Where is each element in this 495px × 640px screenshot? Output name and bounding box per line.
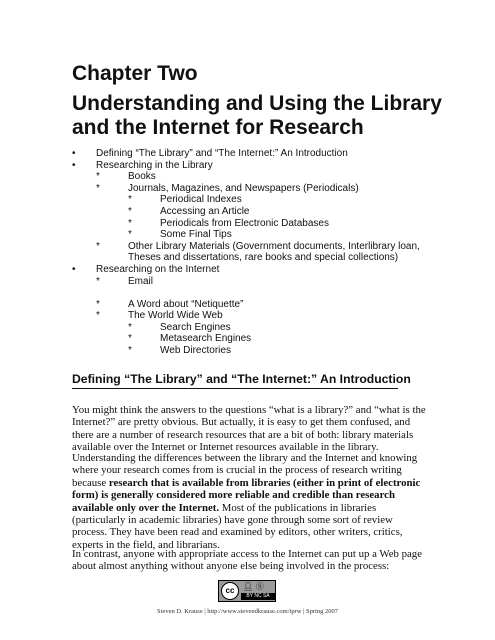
- paragraph-differences: [72, 452, 428, 551]
- toc-item-label: Researching in the Library: [96, 159, 213, 171]
- toc-item-label: A Word about “Netiquette”: [128, 298, 244, 310]
- toc-item: [0, 333, 495, 345]
- toc-item-label: Search Engines: [160, 321, 231, 333]
- bullet-icon: •: [72, 159, 76, 171]
- toc-item-label: Other Library Materials (Government documents, Interlibrary loan,: [128, 240, 420, 252]
- bullet-icon: •: [72, 148, 76, 159]
- asterisk-marker: *: [96, 298, 100, 310]
- asterisk-marker: *: [128, 205, 132, 217]
- paragraph-text: Most of the publications in libraries (particularly in academic libraries) have gone through some sort of review process. They have been read and examined by editors, other writers, critics, experts in the field, and librarians.: [72, 501, 403, 551]
- toc-item: [0, 160, 495, 172]
- toc-item: [0, 194, 495, 206]
- asterisk-marker: *: [128, 333, 132, 345]
- toc-item-label: Books: [128, 171, 156, 183]
- paragraph-intro: You might think the answers to the questions “what is a library?” and “what is the Internet?” are pretty obvious. But actually, it is easy to get them confused, and there are a number of research resources that are a bit of both: library materials available over the Internet or Internet resources available in the library.: [72, 404, 426, 454]
- chapter-contents-list: [0, 148, 495, 357]
- license-badge: [218, 580, 276, 602]
- toc-item: [0, 310, 495, 322]
- section-heading: Defining “The Library” and “The Internet:” An Introduction: [72, 372, 398, 389]
- toc-item: [0, 229, 495, 241]
- toc-item: [0, 264, 495, 276]
- toc-item: [0, 206, 495, 218]
- asterisk-marker: *: [96, 310, 100, 322]
- asterisk-marker: *: [128, 194, 132, 206]
- toc-item: [0, 299, 495, 311]
- chapter-title: Chapter Two: [72, 62, 198, 85]
- asterisk-marker: *: [96, 275, 100, 287]
- toc-item: [0, 322, 495, 334]
- asterisk-marker: *: [96, 182, 100, 194]
- license-label: BY NC SA: [241, 593, 275, 600]
- emphasized-text: research that is available from libraries (either in print of electronic form) is generally considered more reliable and credible than research available only over the Internet.: [72, 476, 421, 514]
- toc-item: [0, 241, 495, 253]
- asterisk-marker: *: [96, 240, 100, 252]
- paragraph-text: Understanding the differences between the library and the Internet and knowing where your research comes from is crucial in the process of research writing because: [72, 452, 418, 489]
- bullet-icon: •: [72, 263, 76, 275]
- toc-item-label: Web Directories: [160, 344, 231, 356]
- asterisk-marker: *: [128, 229, 132, 241]
- cc-icon: cc: [221, 582, 239, 600]
- toc-item: [0, 218, 495, 230]
- toc-item-label: Periodicals from Electronic Databases: [160, 217, 329, 229]
- toc-item-label: Metasearch Engines: [160, 333, 252, 345]
- toc-item-label: Accessing an Article: [160, 205, 250, 217]
- asterisk-marker: *: [128, 344, 132, 356]
- asterisk-marker: *: [96, 171, 100, 183]
- chapter-subtitle: Understanding and Using the Library and the Internet for Research: [72, 92, 442, 139]
- asterisk-marker: *: [128, 321, 132, 333]
- toc-item: [0, 276, 495, 299]
- toc-item-label: Defining “The Library” and “The Internet:” An Introduction: [96, 148, 348, 159]
- toc-item: [0, 345, 495, 357]
- toc-item-label: Email: [128, 275, 154, 287]
- toc-item: [0, 252, 495, 264]
- toc-item: [0, 183, 495, 195]
- paragraph-contrast: In contrast, anyone with appropriate access to the Internet can put up a Web page about almost anything without anyone else being involved in the process:: [72, 548, 422, 573]
- toc-item-label: Theses and dissertations, rare books and special collections): [128, 252, 399, 264]
- toc-item-label: Periodical Indexes: [160, 194, 242, 206]
- toc-item-label: Journals, Magazines, and Newspapers (Periodicals): [128, 182, 359, 194]
- asterisk-marker: *: [128, 217, 132, 229]
- page-footer: Steven D. Krause | http://www.stevendkrause.com/tprw | Spring 2007: [157, 608, 338, 615]
- toc-item: [0, 171, 495, 183]
- license-icons: 👤︎ Ⓢ: [243, 582, 264, 591]
- toc-item-label: Some Final Tips: [160, 229, 232, 241]
- toc-item-label: The World Wide Web: [128, 310, 223, 322]
- toc-item-label: Researching on the Internet: [96, 263, 220, 275]
- toc-item: [0, 148, 495, 160]
